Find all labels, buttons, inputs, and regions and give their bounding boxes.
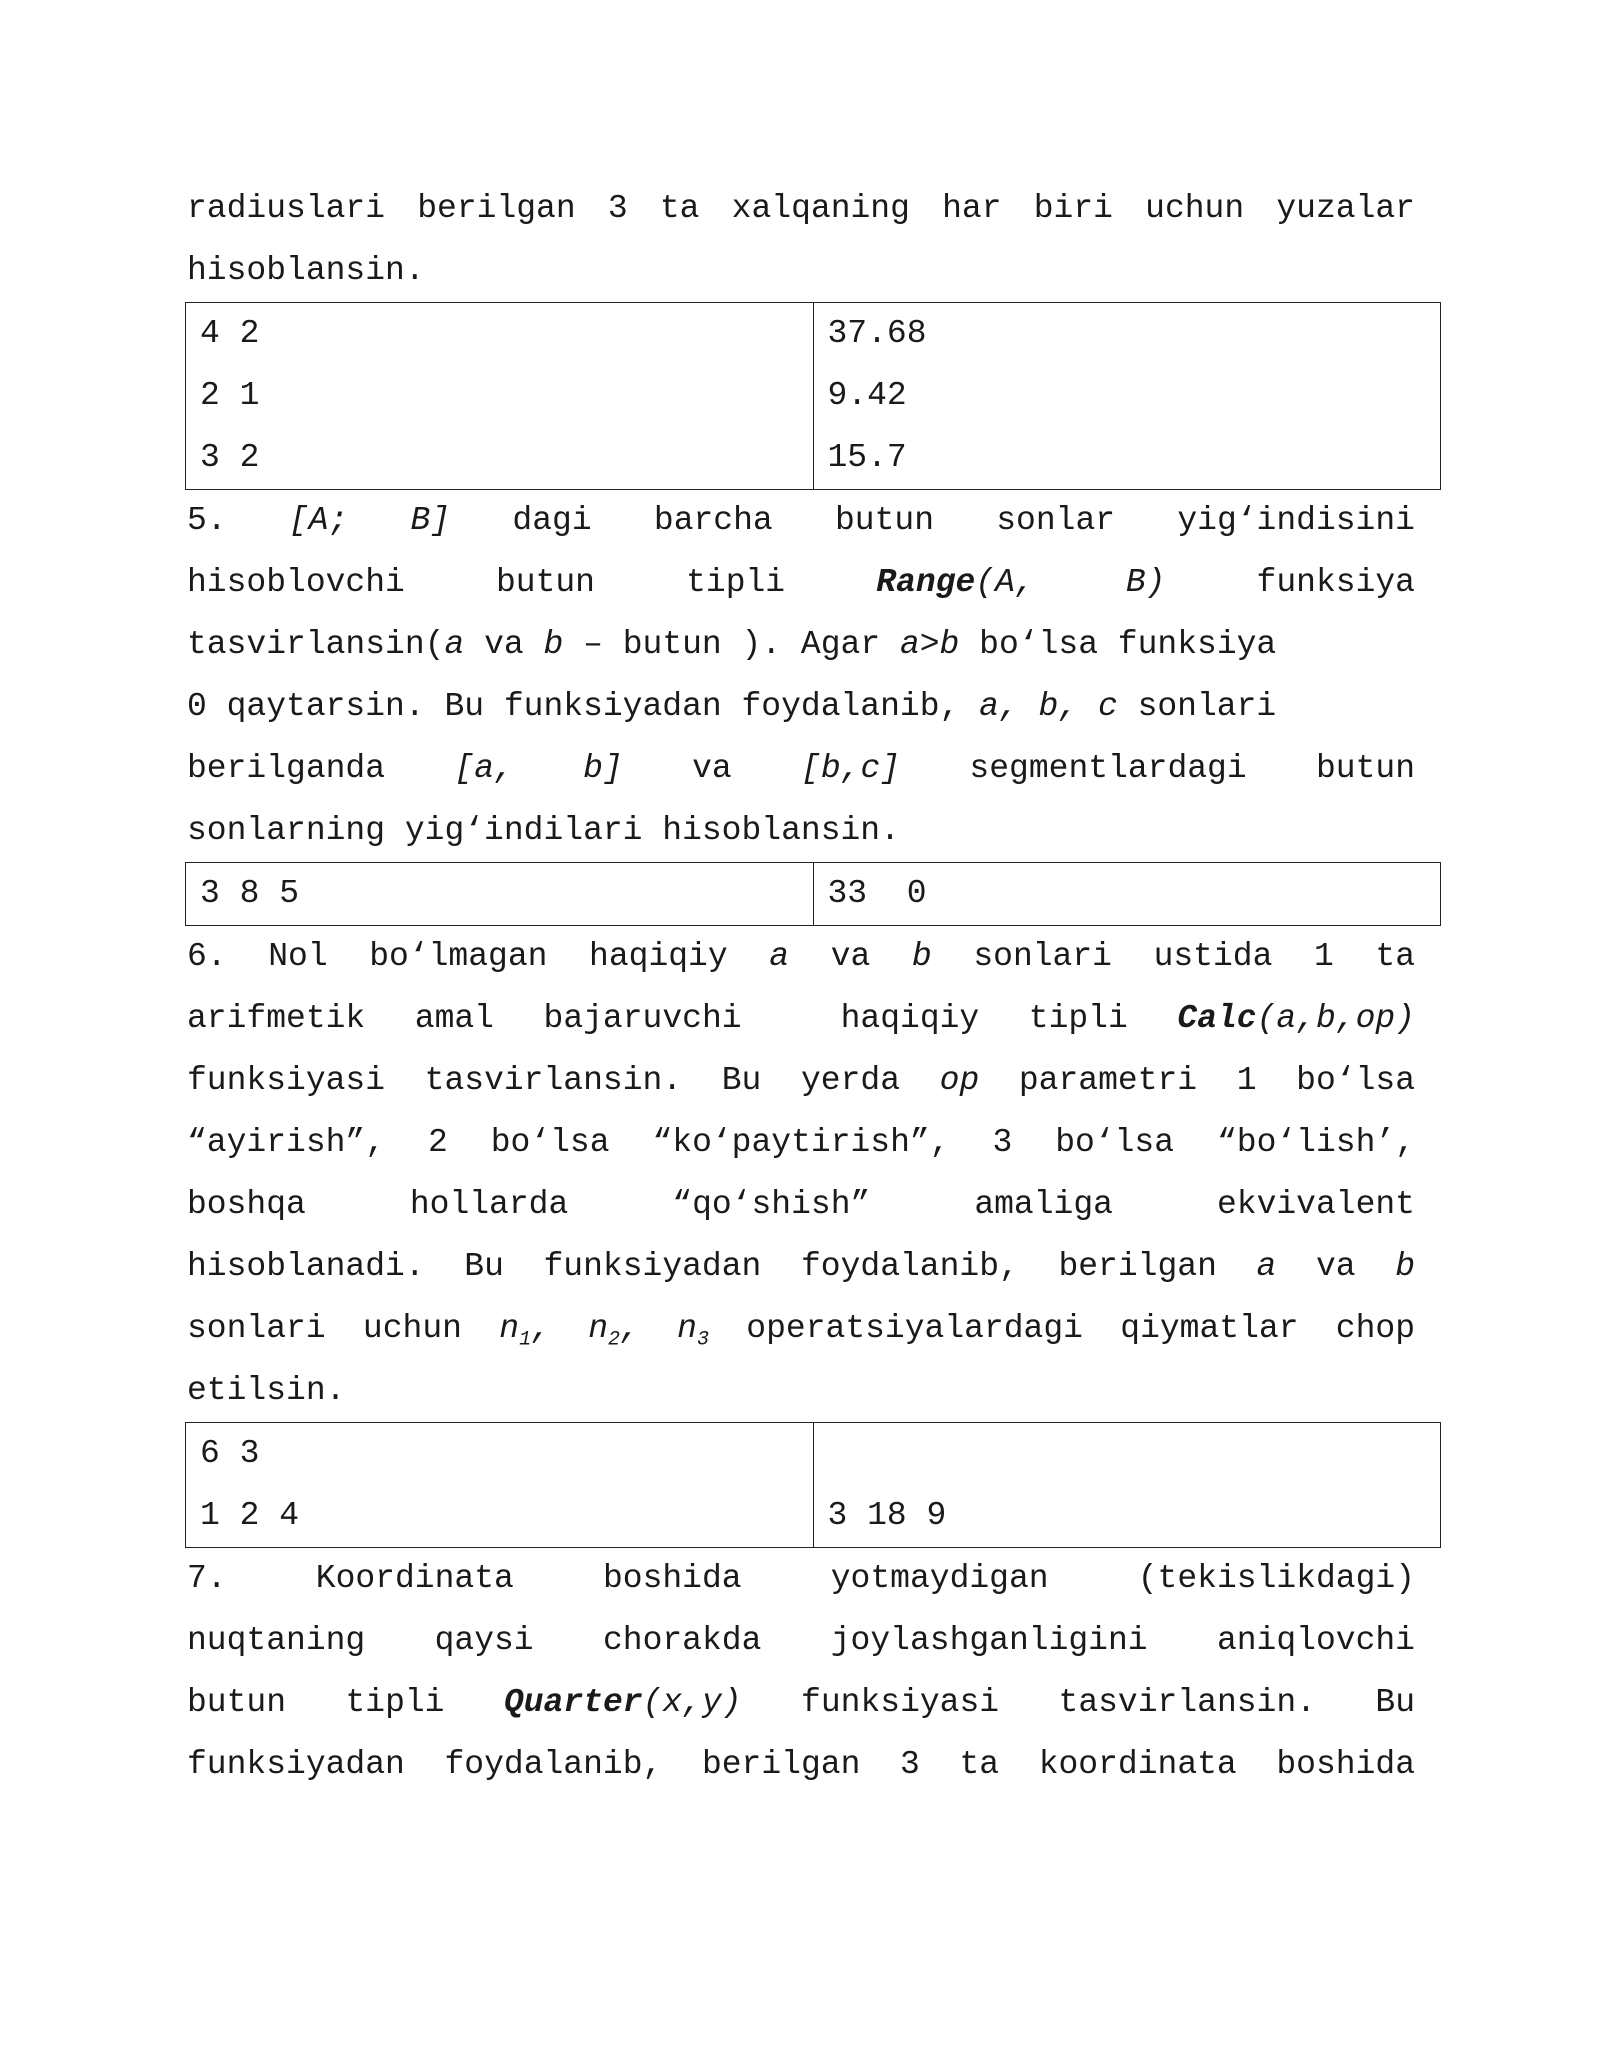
input-cell (186, 303, 814, 490)
function-args: (x,y) (642, 1684, 742, 1721)
math-var: a (1256, 1248, 1277, 1285)
separator: , (531, 1310, 589, 1347)
text: dagi barcha butun sonlar yig‘indisini (512, 502, 1415, 539)
task-7-line-1: 7. Koordinata boshida yotmaydigan (tekislikdagi) (187, 1560, 1415, 1597)
text: va (830, 938, 871, 975)
text: parametri 1 bo‘lsa (979, 1062, 1416, 1099)
text: – butun ). Agar (563, 626, 900, 663)
task-5-line-2 (187, 552, 1415, 614)
task-number: 5. (187, 502, 227, 539)
text: funksiya (1256, 564, 1415, 601)
math-var: a (769, 938, 790, 975)
task-6-line-1 (187, 926, 1415, 988)
text: butun tipli (187, 1684, 445, 1721)
input-value: 2 1 (200, 377, 260, 414)
output-value: 9.42 (827, 377, 907, 414)
task-6-line-7 (187, 1298, 1415, 1360)
text: funksiyasi tasvirlansin. Bu yerda (187, 1062, 940, 1099)
text: va (1276, 1248, 1396, 1285)
text: berilganda (187, 750, 386, 787)
text: tasvirlansin( (187, 626, 445, 663)
paragraph-line: radiuslari berilgan 3 ta xalqaning har biri uchun yuzalar (187, 190, 1415, 227)
function-args: (a,b,op) (1256, 1000, 1415, 1037)
text: hisoblanadi. Bu funksiyadan foydalanib, berilgan (187, 1248, 1257, 1285)
output-value: 33 0 (827, 875, 927, 912)
text: hisoblovchi butun tipli (187, 564, 786, 601)
subscript: 2 (608, 1328, 621, 1352)
input-cell (186, 863, 814, 926)
task-6-line-3 (187, 1050, 1415, 1112)
input-value: 6 3 (200, 1435, 260, 1472)
output-value: 15.7 (827, 439, 907, 476)
text: funksiyasi tasvirlansin. Bu (801, 1684, 1416, 1721)
math-var: a>b (899, 626, 960, 663)
var-n: n (588, 1310, 609, 1347)
task-6-line-8: etilsin. (187, 1372, 346, 1409)
math-var: [b,c] (801, 750, 901, 787)
var-n: n (677, 1310, 697, 1347)
example-table-2 (185, 862, 1441, 926)
separator: , (620, 1310, 678, 1347)
text: 0 qaytarsin. Bu funksiyadan foydalanib, (187, 688, 980, 725)
task-5-line-6: sonlarning yig‘indilari hisoblansin. (187, 812, 900, 849)
task-6-line-5: boshqa hollarda “qo‘shish” amaliga ekvivalent (187, 1186, 1415, 1223)
text: sonlari uchun (187, 1310, 500, 1347)
subscript: 1 (519, 1328, 532, 1352)
task-5-line-4 (187, 676, 1415, 738)
task-6-line-2 (187, 988, 1415, 1050)
input-cell (186, 1423, 814, 1548)
output-cell (813, 863, 1441, 926)
text: sonlari ustida 1 ta (973, 938, 1415, 975)
output-cell (813, 303, 1441, 490)
task-6-line-4: “ayirish”, 2 bo‘lsa “ko‘paytirish”, 3 bo‘lsa “bo‘lish’, (187, 1124, 1415, 1161)
math-var: a (444, 626, 465, 663)
task-7-line-4: funksiyadan foydalanib, berilgan 3 ta koordinata boshida (187, 1746, 1415, 1783)
math-var: op (939, 1062, 980, 1099)
math-var: b (911, 938, 932, 975)
text: segmentlardagi butun (969, 750, 1416, 787)
output-cell (813, 1423, 1441, 1548)
output-value: 37.68 (827, 315, 927, 352)
input-value: 3 2 (200, 439, 260, 476)
task-5-line-3 (187, 614, 1415, 676)
math-var: b (543, 626, 564, 663)
function-name: Calc (1177, 1000, 1257, 1037)
example-table-3 (185, 1422, 1441, 1548)
function-name: Quarter (503, 1684, 643, 1721)
subscript: 3 (696, 1328, 709, 1352)
math-var: [a, b] (454, 750, 623, 787)
function-name: Range (876, 564, 976, 601)
math-var: a, b, c (979, 688, 1118, 725)
input-value: 1 2 4 (200, 1497, 300, 1534)
input-value: 4 2 (200, 315, 260, 352)
text: bo‘lsa funksiya (959, 626, 1277, 663)
function-args: (A, B) (975, 564, 1166, 601)
math-var (499, 1310, 709, 1352)
text: arifmetik amal bajaruvchi haqiqiy tipli (187, 1000, 1128, 1037)
text: 6. Nol bo‘lmagan haqiqiy (187, 938, 728, 975)
task-5-line-5 (187, 738, 1415, 800)
task-5-line-1 (187, 490, 1415, 552)
input-value: 3 8 5 (200, 875, 300, 912)
text: operatsiyalardagi qiymatlar chop (709, 1310, 1416, 1347)
text: va (692, 750, 732, 787)
output-value (828, 1423, 1427, 1485)
var-n: n (499, 1310, 520, 1347)
text: sonlari (1117, 688, 1277, 725)
task-7-line-2: nuqtaning qaysi chorakda joylashganligini aniqlovchi (187, 1622, 1415, 1659)
text: va (464, 626, 544, 663)
example-table-1 (185, 302, 1441, 490)
math-var: [A; B] (288, 502, 451, 539)
paragraph-line: hisoblansin. (187, 252, 425, 289)
output-value: 3 18 9 (827, 1497, 947, 1534)
math-var: b (1395, 1248, 1415, 1285)
task-7-line-3 (187, 1672, 1415, 1734)
page-content (187, 178, 1415, 1796)
task-6-line-6 (187, 1236, 1415, 1298)
